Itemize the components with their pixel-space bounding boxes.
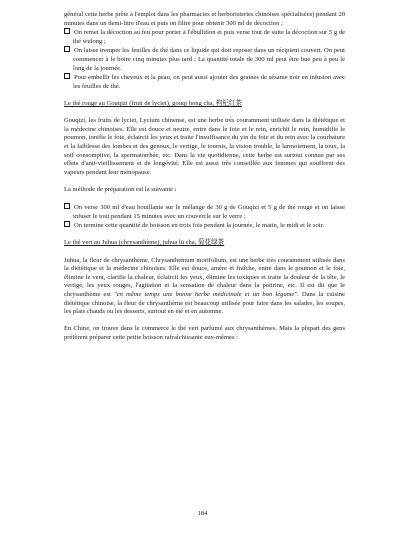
- list-item-text: Pour embellir les cheveux et la peau, on peut aussi ajouter des graines de sésame noir en infusion avec les feuilles de thé.: [73, 74, 345, 90]
- paragraph-text: Juhua, la fleur de chrysanthème, Chrysanthemum morifolium, est une herbe très couramment utilisée dans la diététique et la médecine chinoises. Elle est douce, amère et fraîche, entre dans le poumon et le foie, élimine le vent, clarifie la chaleur, éclaircit les yeux, élimine les toxiques et traite la douleur de la tête, le vertige, les yeux rouges, l'agitation et la sensation de chaleur dans la poitrine, etc. Il est dit que le chrysanthème est: [64, 256, 345, 298]
- list-item-text: On remet la décoction au feu pour porter à l'ébullition et puis verse tout de suite la décoction sur 5 g de thé wulong ;: [73, 29, 345, 45]
- checkbox-bullet-icon: [64, 46, 70, 52]
- quoted-saying: "en même temps une bonne herbe médicinale et un bon légume": [114, 291, 298, 298]
- section-heading-gouqi: Le thé rouge au Gouqizi (fruit de lyciet), gouqi hong cha, 枸杞红茶: [64, 99, 242, 107]
- method-intro: La méthode de préparation est la suivante :: [64, 185, 177, 193]
- page-body: [64, 11, 345, 343]
- checkbox-bullet-icon: [64, 203, 70, 209]
- closing-paragraph: En Chine, on trouve dans le commerce le thé vert parfumé aux chrysanthèmes. Mais la plupart des gens préfèrent préparer cette petite boisson rafraîchissante eux-mêmes :: [64, 325, 345, 341]
- checkbox-bullet-icon: [64, 28, 70, 34]
- page-number: 184: [197, 510, 208, 517]
- checkbox-bullet-icon: [64, 73, 70, 79]
- list-item: [64, 73, 345, 91]
- list-item-text: On termine cette quantité de boisson en trois fois pendant la journée, le matin, le midi et le soir.: [74, 222, 324, 230]
- list-item-text: On verse 300 ml d'eau bouillante sur le mélange de 30 g de Gouqizi et 5 g de thé rouge et on laisse infuser le tout pendant 15 minutes avec un couvercle sur le verre ;: [73, 204, 345, 220]
- section-paragraph-juhua: [64, 257, 345, 317]
- checkbox-bullet-icon: [64, 221, 70, 227]
- paragraph-text: . Dans la cuisine diététique chinoise, la fleur de chrysanthème est beaucoup utilisée pour faire dans les salades, les soupes, les plats chauds ou les desserts, surtout en été et en automne.: [64, 291, 345, 316]
- list-item: [64, 46, 345, 73]
- list-item: [64, 221, 345, 231]
- list-item: [64, 203, 345, 221]
- section-heading-juhua: Le thé vert au Juhua (chrysanthème), juhua lü cha, 菊花绿茶: [64, 239, 225, 247]
- section-paragraph-gouqi: Gouqizi, les fruits de lyciet, Lycium chinense, est une herbe très couramment utilisée dans la diététique et la médecine chinoises. Elle est douce et neutre, entre dans le foie et le rein, enrichit le rein, humidifie le poumon, tonifie le foie, éclaircit les yeux et traite l'insuffisance du yin du foie et du rein avec la courbature et la faiblesse des lombes et des genoux, le vertige, le tournis, la vision trouble, le larmoiement, la toux, la soif consomptive, la spermatorrhée, etc. Dans la vie quotidienne, cette herbe est surtout connue par ses effets d'anti-vieillissement et de longévité. Elle est aussi très conseillée aux femmes qui souffrent des vapeurs pendant leur ménopause.: [64, 117, 345, 176]
- list-item: [64, 28, 345, 46]
- list-item-text: On laisse tremper les feuilles de thé dans ce liquide qui doit reposer dans un récipient couvert. On peut commencer à le boire cinq minutes plus tard ; La quantité totale de 300 ml peut être bue peu à peu le long de la journée.: [73, 47, 345, 72]
- intro-paragraph: général cette herbe prête à l'emploi dans les pharmacies et herboristeries chinoises spécialisées) pendant 20 minutes dans un demi-litre d'eau et puis on filtre pour obtenir 300 ml de décoction ;: [64, 11, 345, 27]
